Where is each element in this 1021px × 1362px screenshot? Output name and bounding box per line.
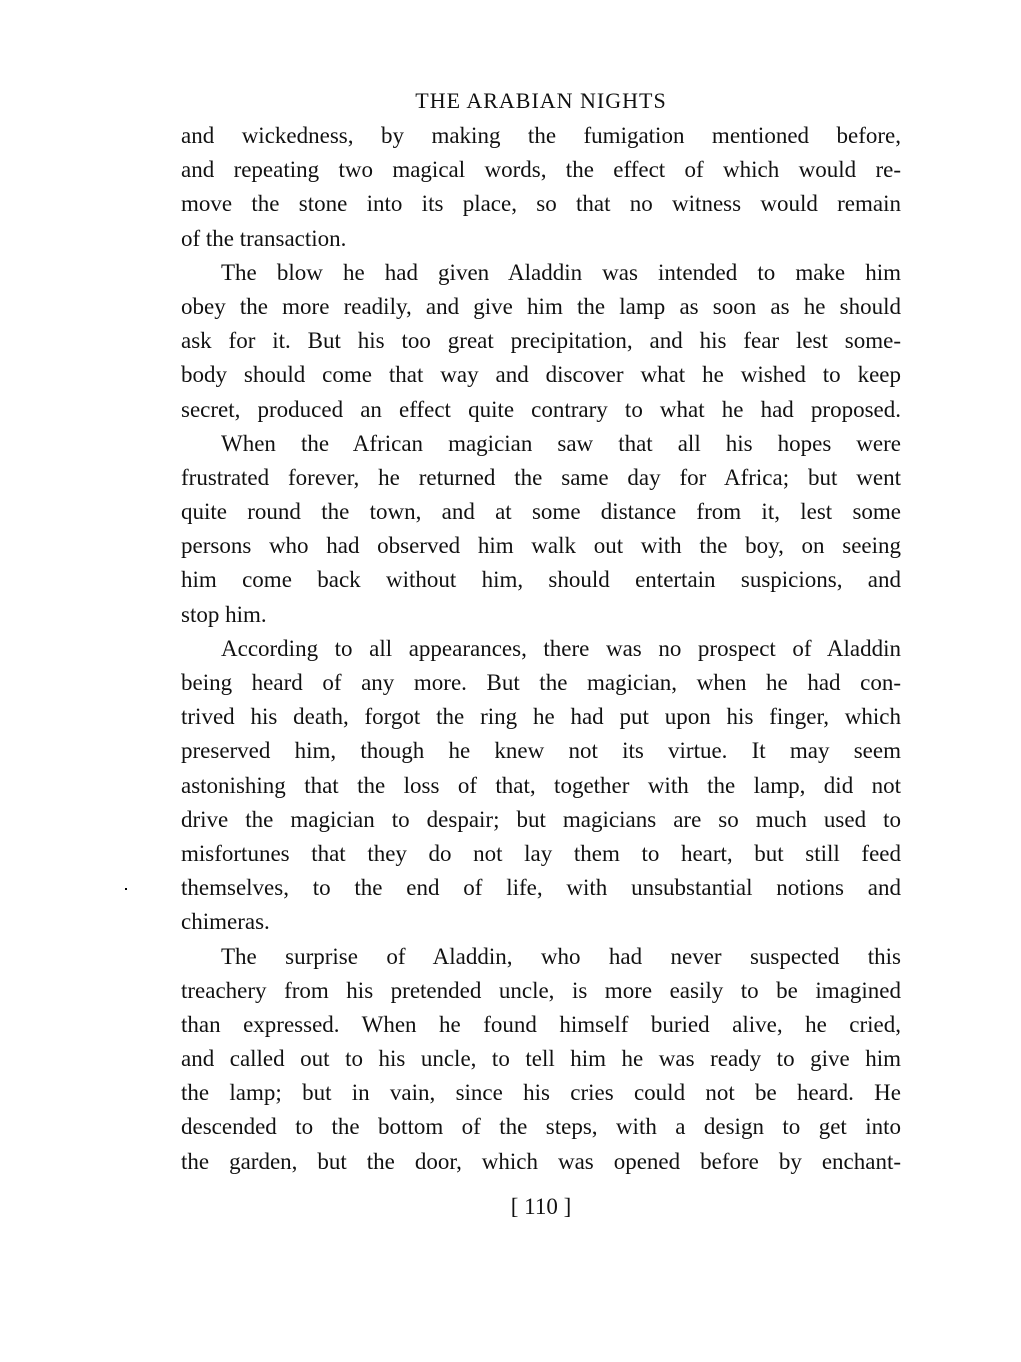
text-line: secret, produced an effect quite contrary to what he had proposed. — [181, 396, 901, 422]
text-line: and called out to his uncle, to tell him he was ready to give him — [181, 1046, 901, 1072]
text-line: preserved him, though he knew not its virtue. It may seem — [181, 738, 901, 764]
body-text — [181, 119, 901, 1179]
text-line: and wickedness, by making the fumigation mentioned before, — [181, 123, 901, 148]
paragraph-4 — [181, 632, 901, 940]
text-line: astonishing that the loss of that, together with the lamp, did not — [181, 772, 901, 798]
text-line: The surprise of Aladdin, who had never suspected this — [221, 943, 901, 969]
text-line: body should come that way and discover what he wished to keep — [181, 362, 901, 388]
text-line: the lamp; but in vain, since his cries could not be heard. He — [181, 1080, 901, 1106]
text-line: than expressed. When he found himself buried alive, he cried, — [181, 1011, 901, 1037]
text-line: descended to the bottom of the steps, with a design to get into — [181, 1114, 901, 1140]
book-page — [181, 86, 901, 1179]
text-line: treachery from his pretended uncle, is more easily to be imagined — [181, 977, 901, 1003]
text-line: persons who had observed him walk out with the boy, on seeing — [181, 533, 901, 559]
text-line: frustrated forever, he returned the same day for Africa; but went — [181, 464, 901, 490]
text-line: obey the more readily, and give him the lamp as soon as he should — [181, 293, 901, 319]
text-line: drive the magician to despair; but magicians are so much used to — [181, 806, 901, 832]
text-line: the garden, but the door, which was opened before by enchant- — [181, 1148, 901, 1174]
paragraph-5 — [181, 940, 901, 1179]
paragraph-3 — [181, 427, 901, 632]
text-line: When the African magician saw that all his hopes were — [221, 430, 901, 456]
running-head: THE ARABIAN NIGHTS — [415, 88, 667, 113]
text-line: themselves, to the end of life, with unsubstantial notions and — [181, 875, 901, 901]
text-line: and repeating two magical words, the effect of which would re- — [181, 157, 901, 183]
text-line: him come back without him, should entertain suspicions, and — [181, 567, 901, 593]
text-line: being heard of any more. But the magician, when he had con- — [181, 670, 901, 695]
text-line: trived his death, forgot the ring he had put upon his finger, which — [181, 704, 901, 730]
text-line: chimeras. — [181, 909, 270, 935]
text-line: misfortunes that they do not lay them to heart, but still feed — [181, 840, 901, 866]
text-line: According to all appearances, there was no prospect of Aladdin — [221, 635, 901, 661]
scan-speck — [125, 888, 127, 890]
text-line: move the stone into its place, so that no witness would remain — [181, 191, 901, 217]
paragraph-2 — [181, 256, 901, 427]
page-number: [ 110 ] — [510, 1194, 572, 1219]
paragraph-1 — [181, 119, 901, 256]
text-line: quite round the town, and at some distance from it, lest some — [181, 499, 901, 525]
text-line: The blow he had given Aladdin was intended to make him — [221, 259, 901, 285]
text-line: of the transaction. — [181, 225, 347, 251]
text-line: stop him. — [181, 601, 267, 627]
text-line: ask for it. But his too great precipitation, and his fear lest some- — [181, 328, 901, 354]
